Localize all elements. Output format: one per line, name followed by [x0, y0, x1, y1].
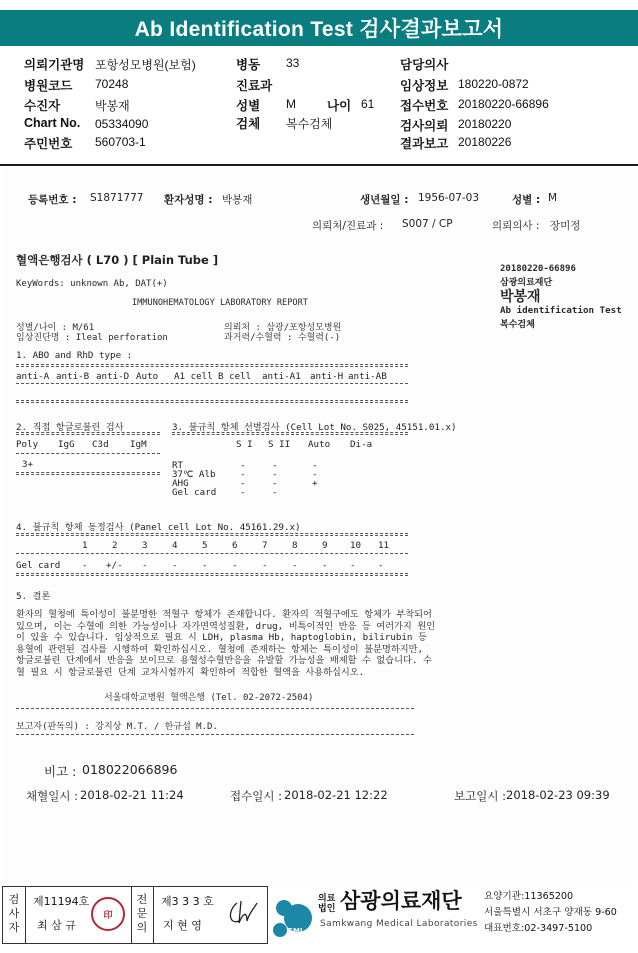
label-specimen: 복수검체: [500, 320, 535, 330]
rule: [16, 573, 408, 576]
divider: [153, 887, 154, 943]
clinical-value: 180220-0872: [458, 77, 529, 91]
patient-label: 수진자: [24, 99, 61, 113]
panel-cell: -: [350, 560, 356, 571]
rule: [16, 472, 160, 475]
screen-cell: -: [240, 469, 246, 480]
hospital-label: 의뢰기관명: [24, 58, 85, 72]
screen-cell: -: [272, 469, 278, 480]
screen-cell: -: [312, 460, 318, 471]
abo-col-header: anti-A1: [262, 371, 301, 382]
sex-label: 성별: [236, 99, 261, 113]
rule: [16, 432, 160, 435]
org-name: 삼광의료재단: [340, 890, 462, 913]
clinical-label: 임상정보: [400, 79, 449, 93]
scan-sex-label: 성별 :: [512, 194, 541, 206]
chart-label: Chart No.: [24, 116, 81, 130]
abo-col-header: B cell: [218, 371, 252, 382]
screen-cell: +: [312, 478, 318, 489]
specialist-label: 전문의: [136, 893, 148, 934]
facility: 의뢰처 : 삼광/포항성모병원: [224, 323, 342, 333]
reg-label: 등록번호 :: [28, 194, 77, 206]
request-value: 20180220: [458, 117, 512, 131]
rule: [16, 533, 408, 536]
report-date-label: 결과보고: [400, 137, 449, 151]
age-label: 나이: [327, 99, 352, 113]
org-en: Samkwang Medical Laboratories: [320, 919, 478, 929]
signature-box: [2, 886, 268, 944]
panel-col-header: 10: [350, 540, 362, 551]
screen-cell: -: [240, 460, 246, 471]
logo-text: SML: [288, 927, 305, 935]
keywords: KeyWords: unknown Ab, DAT(+): [16, 279, 168, 289]
panel-cell: -: [292, 560, 298, 571]
screen-row-label: 37℃ Alb: [172, 469, 216, 480]
refdoc-value: 장미정: [550, 220, 581, 232]
screen-cell: -: [272, 460, 278, 471]
panel-row-label: Gel card: [16, 560, 61, 571]
screen-cell: -: [240, 487, 246, 498]
remark-value: 018022066896: [82, 762, 178, 777]
panel-col-header: 9: [322, 540, 328, 551]
sex-value: M: [286, 97, 296, 111]
remark-label: 비고 :: [44, 764, 77, 779]
panel-cell: -: [82, 560, 88, 571]
receipt-value: 20180220-66896: [458, 97, 549, 111]
sec1-title: 1. ABO and RhD type :: [16, 350, 133, 361]
label-id: 20180220-66896: [500, 264, 576, 274]
reporter: 보고자(판독의) : 강지상 M.T. / 한규섭 M.D.: [16, 722, 218, 732]
panel-col-header: 8: [292, 540, 298, 551]
inspector-name: 최 삼 규: [37, 919, 76, 932]
refer-value: S007 / CP: [402, 218, 453, 230]
name-value: 박봉재: [222, 194, 253, 206]
rule: [16, 383, 408, 384]
recv-value: 2018-02-21 12:22: [284, 788, 388, 802]
abo-col-header: anti-B: [56, 371, 90, 382]
doctor-label: 담당의사: [400, 58, 449, 72]
dat-col-header: IgG: [58, 439, 75, 450]
abo-col-header: A1 cell: [174, 371, 213, 382]
name-label: 환자성명 :: [164, 194, 213, 206]
panel-col-header: 1: [82, 540, 88, 551]
screen-row-label: RT: [172, 460, 184, 471]
panel-col-header: 2: [112, 540, 118, 551]
draw-label: 채혈일시 :: [26, 789, 78, 803]
rule: [16, 708, 414, 709]
chart-value: 05334090: [95, 117, 149, 131]
sec2-title: 2. 직접 항글로불린 검사: [16, 422, 124, 433]
dob-value: 1956-07-03: [418, 192, 480, 204]
refer-label: 의뢰처/진료과 :: [312, 220, 384, 232]
refdoc-label: 의뢰의사 :: [492, 220, 540, 232]
history: 과거력/수혈력 : 수혈력(-): [224, 333, 341, 343]
screen-col-header: S II: [268, 439, 291, 450]
screen-col-header: S I: [236, 439, 253, 450]
conclusion-text: 환자의 혈청에 특이성이 불분명한 적혈구 항체가 존재합니다. 환자의 적혈구에도 항체가 부착되어 있으며, 이는 수혈에 의한 가능성이나 자가면역성질환, drug, 비특이적인 반응 등 여러가지 원인이 있을 수 있습니다. 임상적으로 필요 시 LDH, plasma Hb, haptoglobin, bilirubin 등 용혈에 관련된 검사를 시행하여 확인하십시오. 혈청에 존재하는 항체는 특이성이 불분명하지만, 항글로불린 단계에서 반응을 보이므로 용혈성수혈반응을 유발할 가능성을 배제할 수 없습니다. 수혈 필요 시 항글로불린 단계 교차시험까지 확인하여 적합한 혈액을 사용하십시오.: [16, 609, 436, 678]
screen-row-label: AHG: [172, 478, 189, 489]
abo-col-header: anti-A: [16, 371, 50, 382]
divider: [25, 887, 26, 943]
panel-cell: -: [232, 560, 238, 571]
lab-report-title: IMMUNOHEMATOLOGY LABORATORY REPORT: [132, 298, 308, 308]
abo-col-header: anti-H: [310, 371, 344, 382]
label-org: 삼광의료재단: [500, 278, 553, 288]
address: 서울특별시 서초구 양재동 9-60: [484, 907, 617, 918]
panel-cell: -: [142, 560, 148, 571]
request-label: 검사의뢰: [400, 119, 449, 133]
label-name: 박봉재: [500, 289, 541, 305]
screen-cell: -: [312, 469, 318, 480]
sex-age: 성별/나이 : M/61: [16, 323, 95, 333]
screen-cell: -: [240, 478, 246, 489]
report-date-value: 20180226: [458, 135, 512, 149]
rule: [172, 432, 408, 435]
divider: [0, 164, 638, 166]
diagnosis: 임상진단명 : Ileal perforation: [16, 333, 168, 343]
hospital-value: 포항성모병원(보험): [95, 58, 196, 72]
scanned-report: [4, 168, 634, 882]
age-value: 61: [361, 97, 375, 111]
dat-col-header: C3d: [92, 439, 109, 450]
label-test: Ab identification Test: [500, 305, 622, 316]
dob-label: 생년월일 :: [360, 194, 409, 206]
screen-cell: -: [272, 478, 278, 489]
panel-col-header: 7: [262, 540, 268, 551]
report-title: Ab Identification Test 검사결과보고서: [0, 10, 638, 46]
specialist-no: 제3 3 3 호: [161, 895, 214, 908]
panel-col-header: 3: [142, 540, 148, 551]
screen-row-label: Gel card: [172, 487, 217, 498]
inspector-label: 검사자: [8, 893, 20, 934]
rep-value: 2018-02-23 09:39: [506, 788, 610, 802]
code-label: 병원코드: [24, 79, 73, 93]
rule: [16, 364, 408, 367]
panel-col-header: 6: [232, 540, 238, 551]
agency: 요양기관:11365200: [484, 891, 574, 902]
receipt-label: 접수번호: [400, 99, 449, 113]
abo-col-header: anti-D: [96, 371, 130, 382]
dat-col-header: IgM: [130, 439, 147, 450]
sec4-title: 4. 불규칙 항체 동정검사 (Panel cell Lot No. 45161.29.x): [16, 522, 301, 533]
panel-cell: -: [202, 560, 208, 571]
code-value: 70248: [95, 77, 129, 91]
specimen-value: 복수검체: [286, 117, 333, 131]
ward-value: 33: [286, 56, 300, 70]
divider: [131, 887, 132, 943]
test-title: 혈액은행검사 ( L70 ) [ Plain Tube ]: [16, 253, 219, 267]
rrn-value: 560703-1: [95, 135, 146, 149]
panel-col-header: 4: [172, 540, 178, 551]
patient-value: 박봉재: [95, 99, 130, 113]
rule: [16, 453, 160, 454]
panel-col-header: 11: [378, 540, 390, 551]
screen-col-header: Di-a: [350, 439, 373, 450]
abo-col-header: anti-AB: [348, 371, 387, 382]
phone: 대표번호:02-3497-5100: [484, 923, 593, 934]
rule: [16, 553, 408, 554]
rule: [16, 400, 408, 403]
screen-cell: -: [272, 487, 278, 498]
ward-label: 병동: [236, 58, 261, 72]
dept-label: 진료과: [236, 79, 273, 93]
dat-poly-value: 3+: [22, 459, 34, 470]
signature-icon: [225, 897, 261, 931]
panel-cell: -: [172, 560, 178, 571]
panel-cell: -: [322, 560, 328, 571]
draw-value: 2018-02-21 11:24: [80, 788, 184, 802]
inspector-no: 제11194호: [33, 895, 90, 908]
seal-icon: 印: [91, 897, 125, 931]
abo-col-header: Auto: [136, 371, 159, 382]
recv-label: 접수일시 :: [230, 789, 282, 803]
panel-cell: -: [262, 560, 268, 571]
dat-col-header: Poly: [16, 439, 39, 450]
rrn-label: 주민번호: [24, 137, 73, 151]
sec3-title: 3. 불규칙 항체 선별검사 (Cell Lot No. S025, 45151.01.x): [172, 422, 457, 433]
sml-logo-icon: [270, 896, 314, 940]
patient-info-grid: [0, 52, 638, 162]
org-type: 의료 법인: [318, 894, 336, 914]
sec5-title: 5. 결론: [16, 591, 51, 602]
specimen-label: 검체: [236, 117, 261, 131]
panel-cell: +/-: [106, 560, 123, 571]
rep-label: 보고일시 :: [454, 789, 506, 803]
panel-cell: -: [378, 560, 384, 571]
footer: [0, 884, 638, 953]
rule: [16, 734, 414, 735]
lab-contact: 서울대학교병원 혈액은행 (Tel. 02-2072-2504): [104, 693, 314, 703]
reg-value: S1871777: [90, 192, 144, 204]
scan-sex-value: M: [548, 192, 558, 204]
panel-col-header: 5: [202, 540, 208, 551]
specialist-name: 지 현 영: [163, 919, 202, 932]
screen-col-header: Auto: [308, 439, 331, 450]
